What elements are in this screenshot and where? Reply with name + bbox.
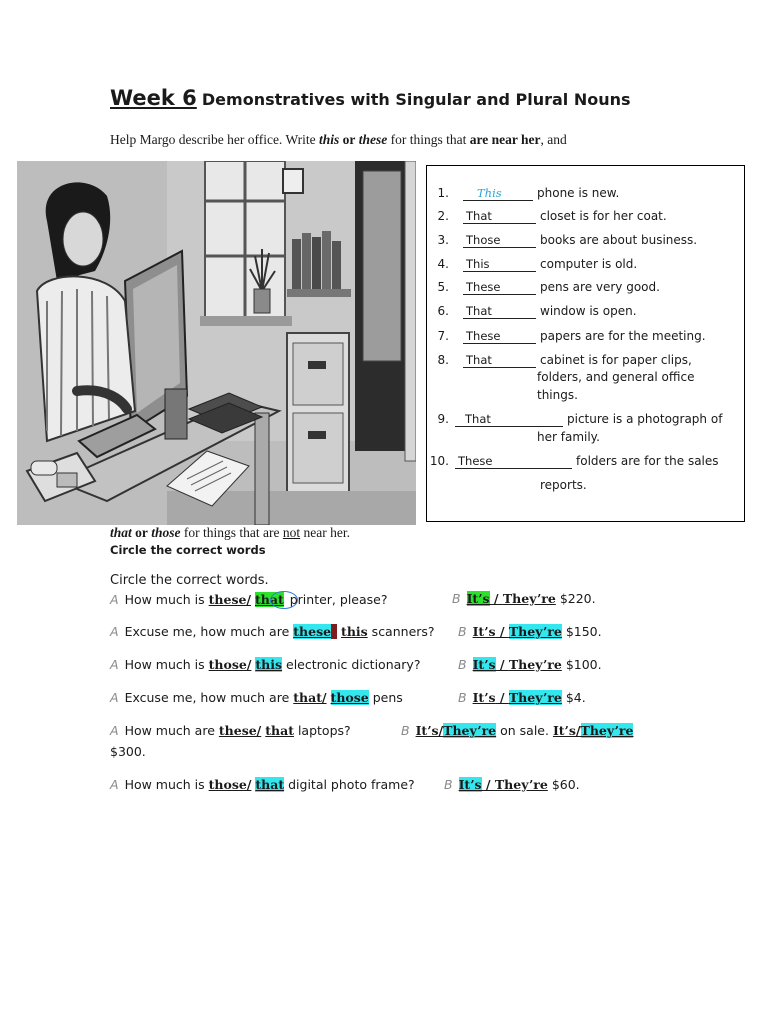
exercise-answer	[458, 657, 602, 672]
speaker-a-label: A	[110, 777, 119, 792]
choice-separator: /	[495, 690, 509, 705]
exercise-question	[110, 690, 403, 705]
instr-or: or	[342, 132, 356, 147]
item-number: 4.	[437, 257, 449, 271]
instr-near: are near her	[469, 132, 541, 147]
exercise-question	[110, 723, 351, 738]
choice-option[interactable]: this	[341, 624, 368, 639]
answer-blank[interactable]	[463, 280, 536, 295]
choice-option[interactable]: They’re	[508, 690, 562, 705]
instr-text: , and	[540, 132, 567, 147]
item-text: books are about business.	[540, 233, 698, 247]
choice-option[interactable]: They’re	[580, 723, 634, 738]
speaker-a-label: A	[110, 624, 119, 639]
item-text: folders are for the sales	[576, 454, 719, 468]
speaker-b-label: B	[452, 591, 461, 606]
price-text: $220.	[555, 591, 596, 606]
item-text: closet is for her coat.	[540, 209, 667, 223]
closet-graphic	[355, 161, 416, 461]
answer-value: These	[466, 329, 501, 343]
item-number: 7.	[437, 329, 449, 343]
choice-option[interactable]: It’s/	[415, 723, 444, 738]
choice-separator: /	[495, 624, 509, 639]
question-text: printer, please?	[289, 592, 388, 607]
instr-these: these	[358, 132, 388, 147]
item-text-cont: her family.	[537, 430, 600, 444]
choice-option[interactable]: They’re	[443, 723, 497, 738]
instr-text: for things that	[387, 132, 470, 147]
answer-value: This	[477, 186, 502, 200]
answer-blank[interactable]	[463, 233, 536, 248]
item-number: 6.	[437, 304, 449, 318]
choice-option[interactable]: They’re	[508, 657, 562, 672]
choice-separator: /	[489, 591, 503, 606]
office-illustration	[17, 161, 416, 525]
item-text: papers are for the meeting.	[540, 329, 706, 343]
week-label: Week 6	[110, 86, 197, 110]
question-text: laptops?	[293, 723, 351, 738]
answer-value: These	[458, 454, 493, 468]
choice-option[interactable]: They’re	[508, 624, 562, 639]
item-number: 3.	[437, 233, 449, 247]
exercise-question	[110, 624, 435, 639]
instr-this: this	[319, 132, 340, 147]
choice-option[interactable]: that	[255, 777, 285, 792]
speaker-a-label: A	[110, 657, 119, 672]
section-heading: Circle the correct words	[110, 543, 266, 557]
choice-option[interactable]: that	[255, 592, 284, 607]
speaker-b-label: B	[458, 624, 467, 639]
instr-not: not	[282, 525, 301, 540]
answer-blank[interactable]	[455, 412, 563, 427]
instr-that: that	[110, 525, 132, 540]
picture-frame-graphic	[283, 169, 303, 193]
section-heading: Circle the correct words.	[110, 573, 269, 588]
question-text: Excuse me, how much are	[124, 624, 294, 639]
item-text: phone is new.	[537, 186, 620, 200]
item-text: window is open.	[540, 304, 637, 318]
exercise-answer	[458, 690, 586, 705]
choice-option[interactable]: these	[293, 624, 332, 639]
instr-text: Help Margo describe her office. Write	[110, 132, 320, 147]
choice-option[interactable]: It’s	[472, 624, 496, 639]
speaker-b-label: B	[458, 690, 467, 705]
answer-blank[interactable]	[463, 329, 536, 344]
window-graphic	[200, 161, 292, 326]
choice-option[interactable]: that	[265, 723, 294, 738]
exercise-answer	[444, 777, 580, 792]
speaker-b-label: B	[444, 777, 453, 792]
item-number: 8.	[437, 353, 449, 367]
choice-option[interactable]: those/	[208, 657, 252, 672]
item-text-cont: things.	[537, 388, 578, 402]
title-text: Demonstratives with Singular and Plural Nouns	[201, 90, 631, 109]
question-text: electronic dictionary?	[282, 657, 421, 672]
answer-blank[interactable]	[463, 257, 536, 272]
answer-value: This	[466, 257, 490, 271]
choice-option[interactable]: those/	[208, 777, 252, 792]
item-number: 9.	[437, 412, 449, 426]
speaker-a-label: A	[110, 723, 119, 738]
cabinet-graphic	[287, 333, 349, 493]
answer-value: Those	[466, 233, 501, 247]
question-text: How much is	[124, 777, 209, 792]
exercise-question	[110, 777, 415, 792]
question-text: How much are	[124, 723, 219, 738]
answer-box	[426, 165, 745, 522]
question-text: How much is	[124, 592, 209, 607]
price-text: $100.	[561, 657, 602, 672]
instructions-line-1	[110, 132, 567, 148]
item-number: 2.	[437, 209, 449, 223]
selection-mark-icon	[331, 624, 337, 639]
exercise-question	[110, 591, 387, 609]
item-text-cont: reports.	[540, 478, 587, 492]
exercise-question	[110, 657, 420, 672]
answer-blank[interactable]	[463, 186, 533, 201]
item-number: 10.	[429, 454, 449, 468]
item-text: computer is old.	[540, 257, 638, 271]
instr-those: those	[151, 525, 181, 540]
question-text: How much is	[124, 657, 209, 672]
choice-option[interactable]: They’re	[494, 777, 548, 792]
choice-option[interactable]: those	[330, 690, 369, 705]
choice-separator: /	[481, 777, 495, 792]
price-text: $4.	[561, 690, 586, 705]
answer-blank[interactable]	[463, 209, 536, 224]
choice-option[interactable]: these/	[208, 592, 252, 607]
answer-value: That	[466, 209, 492, 223]
speaker-b-label: B	[401, 723, 410, 738]
item-text: pens are very good.	[540, 280, 660, 294]
instr-text: near her.	[300, 525, 351, 540]
choice-option[interactable]: It’s	[466, 591, 490, 606]
answer-blank[interactable]	[463, 353, 536, 368]
answer-value: That	[465, 412, 491, 426]
choice-option[interactable]: these/	[218, 723, 262, 738]
answer-value: That	[466, 304, 492, 318]
choice-option[interactable]: that/	[293, 690, 327, 705]
answer-blank[interactable]	[463, 304, 536, 319]
choice-option[interactable]: It’s	[458, 777, 482, 792]
item-text: cabinet is for paper clips,	[540, 353, 692, 367]
speaker-a-label: A	[110, 690, 119, 705]
answer-blank[interactable]	[455, 454, 572, 469]
question-text: Excuse me, how much are	[124, 690, 294, 705]
choice-option[interactable]: They’re	[502, 591, 556, 606]
price-text: $300.	[110, 744, 146, 759]
choice-option[interactable]: It’s	[472, 657, 496, 672]
question-text: pens	[368, 690, 403, 705]
question-text: digital photo frame?	[284, 777, 415, 792]
item-text: picture is a photograph of	[567, 412, 723, 426]
exercise-answer	[401, 723, 633, 738]
page-title	[110, 86, 631, 110]
speaker-a-label: A	[110, 592, 119, 607]
choice-option[interactable]: It’s	[472, 690, 496, 705]
instructions-line-2	[110, 525, 350, 541]
instr-text: for things that are	[180, 525, 283, 540]
question-text: scanners?	[367, 624, 435, 639]
item-text-cont: folders, and general office	[537, 370, 695, 384]
exercise-answer	[452, 591, 596, 606]
item-number: 1.	[437, 186, 449, 200]
answer-text: on sale.	[496, 723, 553, 738]
speaker-b-label: B	[458, 657, 467, 672]
choice-option[interactable]: It’s/	[552, 723, 581, 738]
instr-or: or	[135, 525, 148, 540]
exercise-answer	[458, 624, 602, 639]
item-number: 5.	[437, 280, 449, 294]
answer-value: That	[466, 353, 492, 367]
answer-value: These	[466, 280, 501, 294]
choice-option[interactable]: this	[255, 657, 283, 672]
price-text: $60.	[547, 777, 580, 792]
price-text: $150.	[561, 624, 602, 639]
choice-separator: /	[495, 657, 509, 672]
